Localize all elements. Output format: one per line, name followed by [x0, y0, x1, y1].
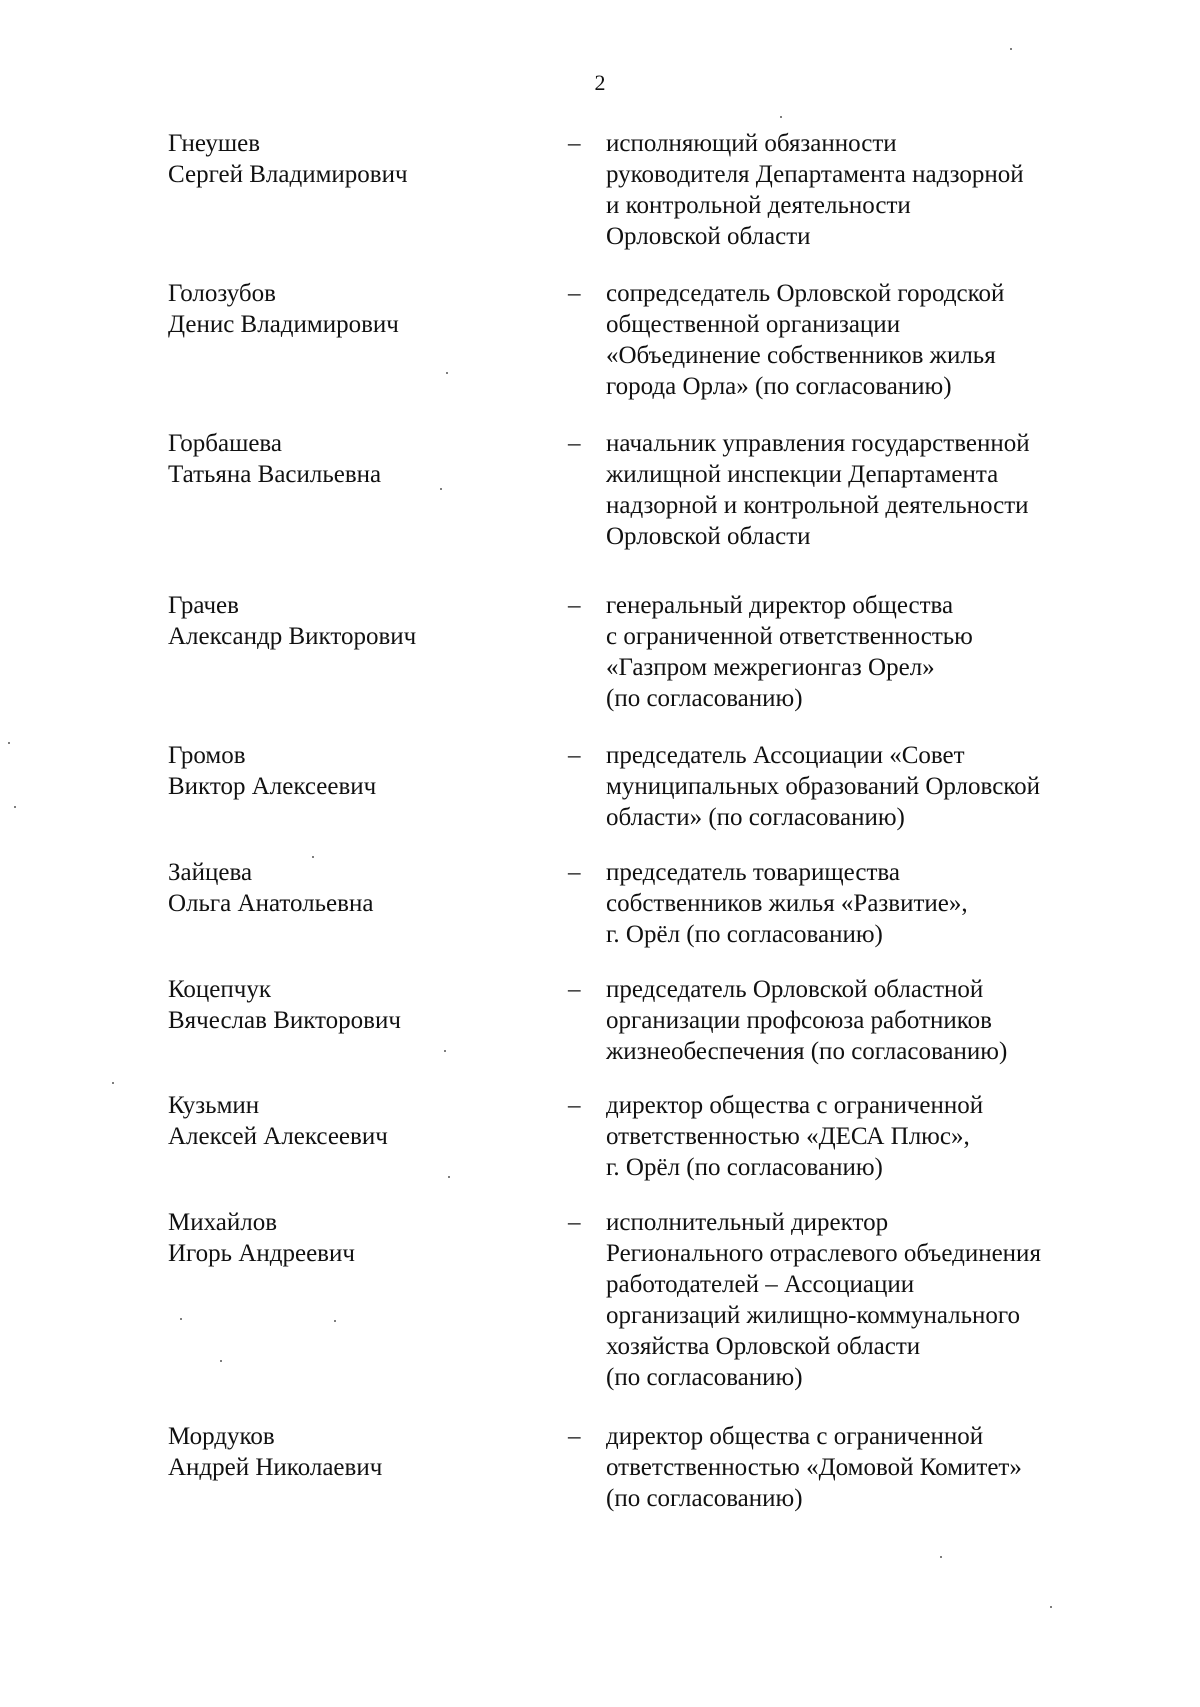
role-line: начальник управления государственной [606, 430, 1030, 457]
scan-speck [1050, 1606, 1052, 1608]
member-surname: Громов [168, 742, 246, 769]
member-name [168, 590, 548, 652]
separator-dash: – [568, 592, 581, 619]
member-given-name: Ольга Анатольевна [168, 890, 374, 917]
member-surname: Михайлов [168, 1209, 278, 1236]
role-line: общественной организации [606, 311, 901, 338]
member-given-name: Денис Владимирович [168, 311, 399, 338]
member-role [606, 128, 1126, 252]
member-given-name: Татьяна Васильевна [168, 461, 382, 488]
member-role [606, 857, 1126, 950]
role-line: председатель Ассоциации «Совет [606, 742, 965, 769]
separator-dash: – [568, 430, 581, 457]
role-line: г. Орёл (по согласованию) [606, 1154, 883, 1181]
member-role [606, 1421, 1126, 1514]
member-role [606, 590, 1126, 714]
role-line: организации профсоюза работников [606, 1007, 992, 1034]
role-line: председатель товарищества [606, 859, 900, 886]
role-line: (по согласованию) [606, 685, 803, 712]
scan-speck [112, 1082, 114, 1084]
scan-speck [448, 1176, 450, 1178]
member-surname: Гнеушев [168, 130, 261, 157]
separator-dash: – [568, 859, 581, 886]
separator-dash: – [568, 742, 581, 769]
scan-speck [940, 1556, 942, 1558]
scan-speck [440, 488, 442, 490]
role-line: директор общества с ограниченной [606, 1423, 984, 1450]
member-name [168, 1421, 548, 1483]
member-surname: Коцепчук [168, 976, 272, 1003]
member-role [606, 740, 1126, 833]
scan-speck [1010, 48, 1012, 50]
role-line: (по согласованию) [606, 1364, 803, 1391]
scan-speck [180, 1318, 182, 1320]
role-line: генеральный директор общества [606, 592, 954, 619]
role-line: ответственностью «ДЕСА Плюс», [606, 1123, 970, 1150]
member-given-name: Алексей Алексеевич [168, 1123, 388, 1150]
role-line: Орловской области [606, 223, 811, 250]
scan-speck [780, 116, 782, 118]
member-role [606, 1207, 1126, 1393]
member-role [606, 428, 1126, 552]
role-line: исполнительный директор [606, 1209, 889, 1236]
member-role [606, 278, 1126, 402]
role-line: с ограниченной ответственностью [606, 623, 973, 650]
role-line: хозяйства Орловской области [606, 1333, 921, 1360]
role-line: (по согласованию) [606, 1485, 803, 1512]
separator-dash: – [568, 130, 581, 157]
scan-speck [446, 372, 448, 374]
separator-dash: – [568, 280, 581, 307]
role-line: муниципальных образований Орловской [606, 773, 1041, 800]
scan-speck [220, 1360, 222, 1362]
separator-dash: – [568, 1209, 581, 1236]
role-line: надзорной и контрольной деятельности [606, 492, 1029, 519]
role-line: жилищной инспекции Департамента [606, 461, 999, 488]
role-line: области» (по согласованию) [606, 804, 905, 831]
separator-dash: – [568, 1423, 581, 1450]
member-name [168, 128, 548, 190]
member-role [606, 1090, 1126, 1183]
member-surname: Зайцева [168, 859, 253, 886]
scan-speck [444, 1050, 446, 1052]
member-surname: Кузьмин [168, 1092, 260, 1119]
member-name [168, 428, 548, 490]
member-name [168, 974, 548, 1036]
separator-dash: – [568, 976, 581, 1003]
role-line: собственников жилья «Развитие», [606, 890, 968, 917]
member-name [168, 1207, 548, 1269]
role-line: директор общества с ограниченной [606, 1092, 984, 1119]
page-number: 2 [594, 70, 606, 95]
scan-speck [334, 1320, 336, 1322]
member-surname: Горбашева [168, 430, 282, 457]
role-line: и контрольной деятельности [606, 192, 911, 219]
member-given-name: Вячеслав Викторович [168, 1007, 401, 1034]
member-surname: Грачев [168, 592, 239, 619]
role-line: работодателей – Ассоциации [606, 1271, 915, 1298]
member-given-name: Сергей Владимирович [168, 161, 408, 188]
scan-speck [312, 856, 314, 858]
role-line: жизнеобеспечения (по согласованию) [606, 1038, 1008, 1065]
role-line: сопредседатель Орловской городской [606, 280, 1005, 307]
member-name [168, 278, 548, 340]
role-line: руководителя Департамента надзорной [606, 161, 1024, 188]
separator-dash: – [568, 1092, 581, 1119]
member-name [168, 857, 548, 919]
scan-speck [14, 806, 16, 808]
role-line: Регионального отраслевого объединения [606, 1240, 1041, 1267]
role-line: города Орла» (по согласованию) [606, 373, 952, 400]
member-given-name: Виктор Алексеевич [168, 773, 377, 800]
member-surname: Мордуков [168, 1423, 275, 1450]
member-given-name: Игорь Андреевич [168, 1240, 355, 1267]
role-line: «Объединение собственников жилья [606, 342, 996, 369]
role-line: ответственностью «Домовой Комитет» [606, 1454, 1022, 1481]
member-role [606, 974, 1126, 1067]
role-line: г. Орёл (по согласованию) [606, 921, 883, 948]
role-line: организаций жилищно-коммунального [606, 1302, 1021, 1329]
member-name [168, 1090, 548, 1152]
member-given-name: Андрей Николаевич [168, 1454, 383, 1481]
scan-speck [8, 742, 10, 744]
role-line: председатель Орловской областной [606, 976, 984, 1003]
role-line: «Газпром межрегионгаз Орел» [606, 654, 935, 681]
member-given-name: Александр Викторович [168, 623, 417, 650]
role-line: Орловской области [606, 523, 811, 550]
role-line: исполняющий обязанности [606, 130, 897, 157]
member-surname: Голозубов [168, 280, 276, 307]
member-name [168, 740, 548, 802]
